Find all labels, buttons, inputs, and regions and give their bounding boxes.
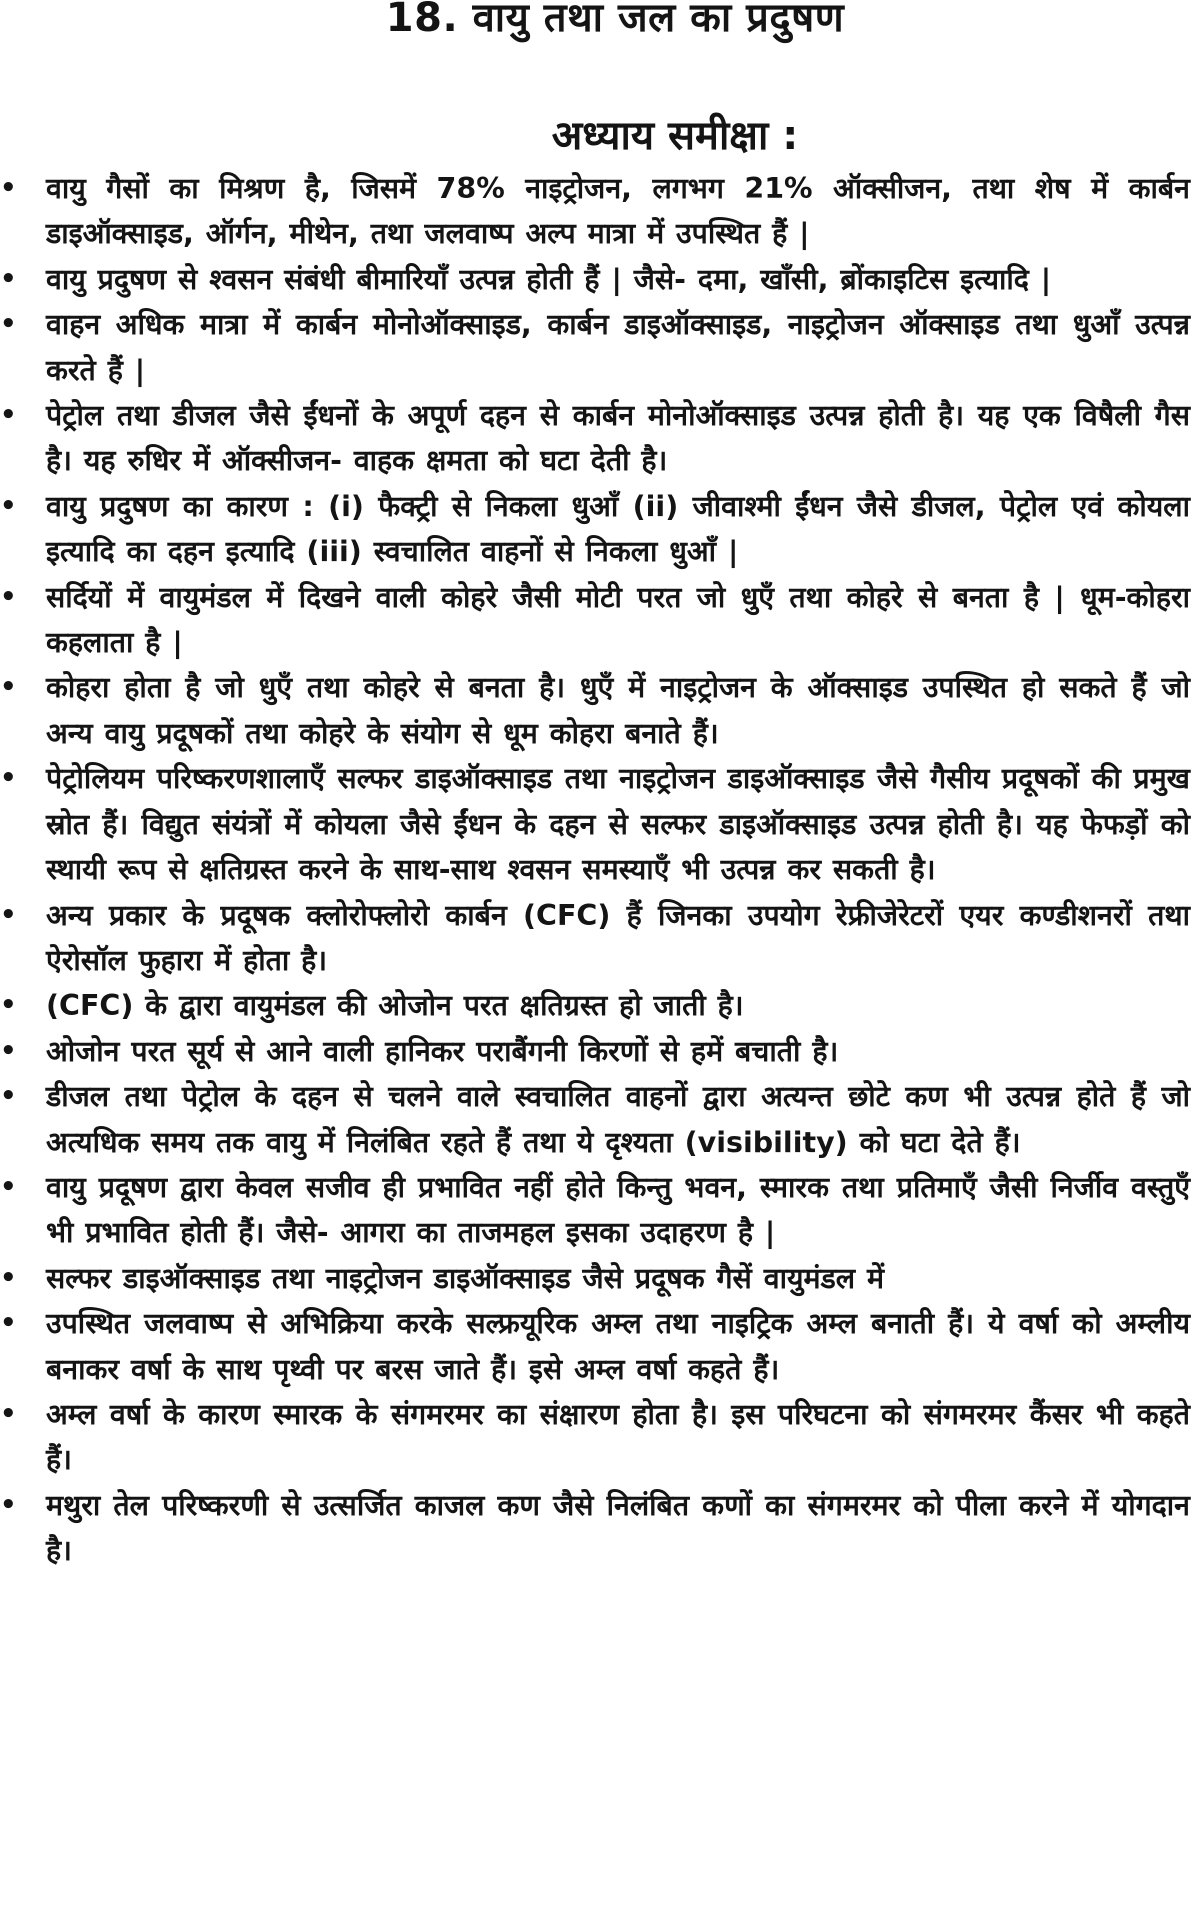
summary-point-text: अन्य प्रकार के प्रदूषक क्लोरोफ्लोरो कार्बन (CFC) हैं जिनका उपयोग रेफ्रीजेरेटरों एयर कण्डीशनरों तथा ऐरोसॉल फुहारा में होता है। (46, 898, 1190, 977)
summary-point-text: सल्फर डाइऑक्साइड तथा नाइट्रोजन डाइऑक्साइड जैसे प्रदूषक गैसें वायुमंडल में (46, 1261, 885, 1295)
summary-point-text: डीजल तथा पेट्रोल के दहन से चलने वाले स्वचालित वाहनों द्वारा अत्यन्त छोटे कण भी उत्पन्न होते हैं जो अत्यधिक समय तक वायु में निलंबित रहते हैं तथा ये दृश्यता (visibility) को घटा देते हैं। (46, 1080, 1190, 1159)
summary-point (0, 484, 1190, 575)
summary-point (0, 893, 1190, 984)
summary-point (0, 1301, 1190, 1392)
bullet-icon: • (0, 173, 17, 203)
bullet-icon: • (0, 1398, 17, 1429)
summary-point-text: वायु गैसों का मिश्रण है, जिसमें 78% नाइट्रोजन, लगभग 21% ऑक्सीजन, तथा शेष में कार्बन डाइऑक्साइड, ऑर्गन, मीथेन, तथा जलवाष्प अल्प मात्रा में उपस्थित हैं | (46, 172, 1190, 251)
bullet-icon: • (0, 990, 17, 1021)
bullet-icon: • (0, 899, 17, 930)
summary-points-list (0, 166, 1190, 1574)
bullet-icon: • (0, 1308, 17, 1339)
bullet-icon: • (0, 309, 17, 340)
summary-point-text: वाहन अधिक मात्रा में कार्बन मोनोऑक्साइड, कार्बन डाइऑक्साइड, नाइट्रोजन ऑक्साइड तथा धुआँ उत्पन्न करते हैं | (46, 308, 1190, 387)
summary-point (0, 1029, 1190, 1074)
summary-point-text: उपस्थित जलवाष्प से अभिक्रिया करके सल्फ्रयूरिक अम्ल तथा नाइट्रिक अम्ल बनाती हैं। ये वर्षा को अम्लीय बनाकर वर्षा के साथ पृथ्वी पर बरस जाते हैं। इसे अम्ल वर्षा कहते हैं। (46, 1307, 1190, 1386)
summary-point (0, 1165, 1190, 1256)
bullet-icon: • (0, 581, 17, 612)
summary-point-text: पेट्रोल तथा डीजल जैसे ईंधनों के अपूर्ण दहन से कार्बन मोनोऑक्साइड उत्पन्न होती है। यह एक विषैली गैस है। यह रुधिर में ऑक्सीजन- वाहक क्षमता को घटा देती है। (46, 399, 1190, 478)
bullet-icon: • (0, 763, 17, 794)
summary-point (0, 1483, 1190, 1574)
summary-point (0, 575, 1190, 666)
summary-point (0, 302, 1190, 393)
bullet-icon: • (0, 1489, 17, 1520)
bullet-icon: • (0, 400, 17, 431)
summary-point (0, 393, 1190, 484)
summary-point (0, 983, 1190, 1028)
summary-point (0, 1392, 1190, 1483)
summary-point (0, 1256, 1190, 1301)
summary-point-text: पेट्रोलियम परिष्करणशालाएँ सल्फर डाइऑक्साइड तथा नाइट्रोजन डाइऑक्साइड जैसे गैसीय प्रदूषकों की प्रमुख स्रोत हैं। विद्युत संयंत्रों में कोयला जैसे ईंधन के दहन से सल्फर डाइऑक्साइड उत्पन्न होती है। यह फेफड़ों को स्थायी रूप से क्षतिग्रस्त करने के साथ-साथ श्वसन समस्याएँ भी उत्पन्न कर सकती है। (46, 762, 1190, 887)
summary-point-text: मथुरा तेल परिष्करणी से उत्सर्जित काजल कण जैसे निलंबित कणों का संगमरमर को पीला करने में योगदान है। (46, 1488, 1190, 1568)
bullet-icon: • (0, 1081, 17, 1112)
summary-point (0, 665, 1190, 756)
bullet-icon: • (0, 1171, 17, 1202)
bullet-icon: • (0, 1035, 17, 1066)
summary-point-text: कोहरा होता है जो धुएँ तथा कोहरे से बनता है। धुएँ में नाइट्रोजन के ऑक्साइड उपस्थित हो सकते हैं जो अन्य वायु प्रदूषकों तथा कोहरे के संयोग से धूम कोहरा बनाते हैं। (46, 671, 1190, 750)
summary-point-text: ओजोन परत सूर्य से आने वाली हानिकर पराबैंगनी किरणों से हमें बचाती है। (46, 1034, 839, 1068)
bullet-icon: • (0, 672, 17, 703)
summary-point-text: वायु प्रदूषण द्वारा केवल सजीव ही प्रभावित नहीं होते किन्तु भवन, स्मारक तथा प्रतिमाएँ जैसी निर्जीव वस्तुएँ भी प्रभावित होती हैं। जैसे- आगरा का ताजमहल इसका उदाहरण है | (46, 1170, 1190, 1250)
bullet-icon: • (0, 263, 17, 294)
summary-point (0, 756, 1190, 892)
bullet-icon: • (0, 1262, 17, 1293)
summary-point-text: सर्दियों में वायुमंडल में दिखने वाली कोहरे जैसी मोटी परत जो धुएँ तथा कोहरे से बनता है | धूम-कोहरा कहलाता है | (46, 580, 1190, 660)
chapter-title: 18. वायु तथा जल का प्रदुषण (385, 0, 845, 41)
summary-point-text: अम्ल वर्षा के कारण स्मारक के संगमरमर का संक्षारण होता है। इस परिघटना को संगमरमर कैंसर भी कहते हैं। (46, 1397, 1190, 1477)
summary-point-text: (CFC) के द्वारा वायुमंडल की ओजोन परत क्षतिग्रस्त हो जाती है। (46, 989, 744, 1023)
summary-point-text: वायु प्रदुषण से श्वसन संबंधी बीमारियाँ उत्पन्न होती हैं | जैसे- दमा, खाँसी, ब्रोंकाइटिस इत्यादि | (46, 262, 1052, 296)
bullet-icon: • (0, 490, 17, 521)
summary-point (0, 257, 1190, 302)
summary-point-text: वायु प्रदुषण का कारण : (i) फैक्ट्री से निकला धुआँ (ii) जीवाश्मी ईंधन जैसे डीजल, पेट्रोल एवं कोयला इत्यादि का दहन इत्यादि (iii) स्वचालित वाहनों से निकला धुआँ | (46, 489, 1190, 569)
section-heading: अध्याय समीक्षा : (551, 113, 799, 159)
summary-point (0, 166, 1190, 257)
summary-point (0, 1074, 1190, 1165)
